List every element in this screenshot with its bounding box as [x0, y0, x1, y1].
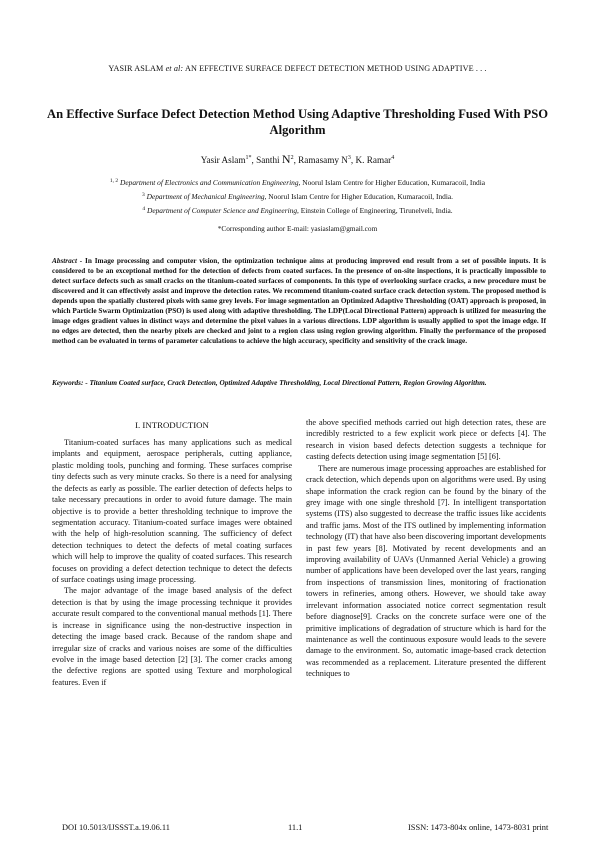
left-column — [52, 437, 292, 688]
section-heading: I. INTRODUCTION — [135, 420, 209, 430]
intro-paragraph: There are numerous image processing approaches are established for crack detection, which depends upon on algorithms were used. By using shape information the crack region can be found by the binary of the grey image with one single threshold [7]. In intelligent transportation systems (ITS) also suggested to decrease the traffic issues like accidents and traffic jams. Most of the ITS outlined by implementing information technology (IT) that have also been discovering important developments in past few years [8]. Motivated by recent developments and an improving availability of UAVs (Unmanned Aerial Vehicle) a growing number of applications have been developed over the last years, ranging from inspections of transmission lines, monitoring of fractionation towers in refineries, among others. However, we should take away irrelevant information associated notice correct segmentation result before diagnose[9]. Cracks on the concrete surface were one of the primitive implications of degradation of structure which is hard for the maintenance as well the continuous exposure would leads to the severe damage to the environment. So, automatic image-based crack detection was recommended as a replacement. Literature presented the different techniques to — [306, 463, 546, 679]
intro-paragraph: Titanium-coated surfaces has many applications such as medical implants and equipment, aerospace peripherals, cutting appliance, plastic molding tools, punching and forming. These surfaces comprise tiny defects such as very minute cracks. So there is a need for analysing the defects as early as possible. The earlier detection of defects helps to take necessary precautions in order to avoid future damage. The main objective is to provide a better thresholding technique to improve the segmentation accuracy. Titanium-coated surface images were obtained with the help of high-resolution scanning. The sufficiency of defect detection techniques to detect the defects of metal coating surfaces which will help to improve the quality of coated surfaces. This research focuses on providing a defect detection technique to detect the defects of surface coatings using image processing. — [52, 438, 292, 585]
abstract — [52, 256, 546, 346]
author-1-sup: 1* — [245, 155, 252, 161]
abstract-label: Abstract - — [52, 257, 83, 265]
affiliation-3-inst: , Einstein College of Engineering, Tirunelveli, India. — [297, 206, 453, 215]
right-column — [306, 417, 546, 680]
affiliation-2-sup: 3 — [141, 192, 145, 198]
author-2-initial: N — [281, 152, 291, 166]
author-2-sup: 2 — [290, 155, 294, 161]
intro-paragraph: the above specified methods carried out high detection rates, these are incredibly restricted to a few explicit work piece or defects [4]. The research in vision based defects detection suggests a technique for casting defects detection using image segmentation [5] [6]. — [306, 418, 546, 462]
author-line: Yasir Aslam$^{1*}$, Santhi $N^2$, Ramasamy $N^3$, K. Ramar$^4$ — [200, 152, 395, 166]
author-4-sup: 4 — [391, 155, 395, 161]
footer-issn: ISSN: 1473-804x online, 1473-8031 print — [408, 823, 549, 832]
intro-paragraph: The major advantage of the image based analysis of the defect detection is that by using the image processing technique it provides accurate result compared to the conventional manual methods [1]. There is increase in significance using the non-destructive inspection in detecting the image based crack. Because of the random shape and irregular size of cracks and various noises are some of the difficulties evolve in the image based detection [2] [3]. The corner cracks among the defective regions are spotted using Texture and morphological features. Even if — [52, 586, 292, 687]
affiliation-2-dept: Department of Mechanical Engineering — [146, 192, 265, 201]
header-author: YASIR ASLAM — [108, 64, 164, 73]
corresponding-author: *Corresponding author E-mail: yasiaslam@gmail.com — [217, 224, 378, 233]
header-etal: et al: — [165, 64, 184, 73]
affiliation-3-dept: Department of Computer Science and Engineering — [146, 206, 298, 215]
header-running-title: AN EFFECTIVE SURFACE DEFECT DETECTION METHOD USING ADAPTIVE . . . — [184, 64, 487, 73]
keywords: Keywords: - Titanium Coated surface, Crack Detection, Optimized Adaptive Thresholding, Local Directional Pattern, Region Growing Algorithm. — [52, 379, 487, 387]
footer-doi: DOI 10.5013/IJSSST.a.19.06.11 — [62, 823, 170, 832]
affiliation-1-sup: 1, 2 — [109, 178, 119, 184]
author-3-sup: 3 — [347, 155, 351, 161]
author-4: K. Ramar — [355, 155, 392, 165]
affiliation-2 — [0, 192, 595, 201]
abstract-text: In Image processing and computer vision, the optimization technique aims at producing improved end result from a set of possible inputs. It is considered to be an exceptional method for the detection of defects from coated surfaces. In the presence of on-site inspections, it is practically impossible to detect surface defects such as small cracks on the titanium-coated surfaces of components. In this type of overlooking surface cracks, a new procedure must be discovered and it can effectively assist and improve the detection rates. We recommend titanium-coated surface crack detection system. The proposed method is depends upon the spatially clustered pixels with same grey levels. For image segmentation an Optimized Adaptive Thresholding (OAT) approach is proposed, in which Particle Swarm Optimization (PSO) is used along with adaptive thresholding. The LDP(Local Directional Pattern) approach is utilized for measuring the image edges gradient values in distinct ways and determine the pixel values in a various directions. LDP algorithm is usually applied to spot the image edge. If no edges are detected, then the nearby pixels are checked and joint to a region class using region growing algorithm. Finally the performance of the proposed method can be evaluated in terms of parameter calculations to achieve the high accuracy, specificity and sensitivity of the crack image. — [52, 257, 546, 346]
affiliation-3 — [0, 206, 595, 215]
paper-title: An Effective Surface Defect Detection Method Using Adaptive Thresholding Fused With PSO Algorithm — [46, 107, 549, 137]
author-3: Ramasamy N — [298, 155, 348, 165]
running-header — [0, 64, 595, 73]
affiliation-2-inst: , Noorul Islam Centre for Higher Education, Kumaracoil, India. — [264, 192, 454, 201]
affiliation-1 — [0, 178, 595, 187]
footer-page-number: 11.1 — [288, 823, 303, 832]
author-2: Santhi — [256, 155, 280, 165]
author-1: Yasir Aslam — [200, 155, 246, 165]
affiliation-1-dept: Department of Electronics and Communication Engineering — [120, 178, 299, 187]
affiliation-3-sup: 4 — [142, 206, 146, 212]
affiliation-1-inst: , Noorul Islam Centre for Higher Education, Kumaracoil, India — [298, 178, 486, 187]
